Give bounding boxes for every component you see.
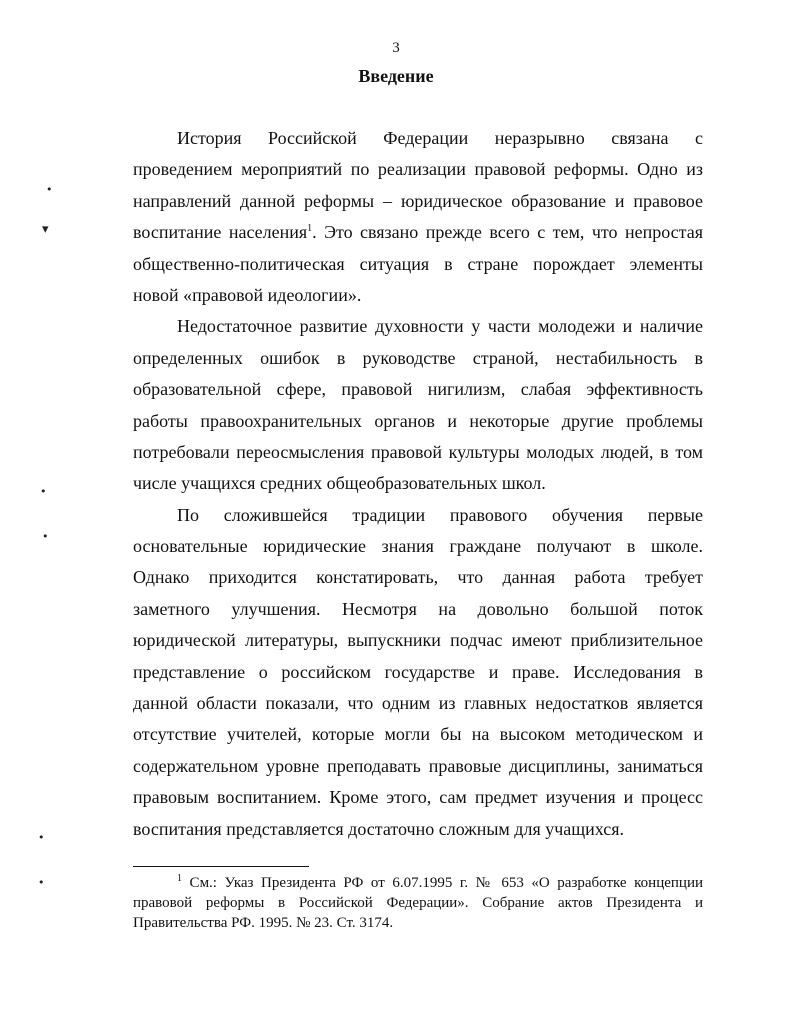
text-line: представление о российском государстве и праве. Исследования в bbox=[133, 661, 703, 682]
text-line: воспитания представляется достаточно сложным для учащихся. bbox=[133, 818, 625, 839]
text-line: История Российской Федерации неразрывно связана с bbox=[177, 128, 703, 148]
text-line: работы правоохранительных органов и некоторые другие проблемы bbox=[133, 410, 703, 431]
text-line: образовательной сфере, правовой нигилизм, слабая эффективность bbox=[133, 379, 703, 400]
text-line: проведением мероприятий по реализации правовой реформы. Одно из bbox=[133, 159, 703, 180]
scan-mark: • bbox=[38, 831, 45, 844]
page-number: 3 bbox=[392, 40, 400, 56]
footnote-line: Правительства РФ. 1995. № 23. Ст. 3174. bbox=[133, 915, 394, 931]
paragraph-3 bbox=[133, 500, 703, 845]
text-line: Недостаточное развитие духовности у части молодежи и наличие bbox=[177, 316, 703, 337]
text-line: юридической литературы, выпускники подчас имеют приблизительное bbox=[133, 630, 703, 651]
text-line: направлений данной реформы – юридическое образование и правовое bbox=[133, 190, 703, 211]
scan-mark: • bbox=[46, 183, 53, 196]
scan-mark: • bbox=[38, 876, 45, 889]
text-line: отсутствие учителей, которые могли бы на высоком методическом и bbox=[133, 724, 703, 745]
body-text bbox=[133, 123, 703, 845]
text-line: общественно-политическая ситуация в стране порождает элементы bbox=[133, 253, 703, 274]
paragraph-1 bbox=[133, 123, 703, 311]
footnote-line: правовой реформы в Российской Федерации». Собрание актов Президента и bbox=[133, 895, 703, 911]
footnote-reference[interactable]: 1 bbox=[307, 223, 313, 235]
text-line: Однако приходится констатировать, что данная работа требует bbox=[133, 567, 703, 588]
text-line: числе учащихся средних общеобразовательных школ. bbox=[133, 473, 546, 494]
scan-mark: • bbox=[42, 530, 49, 543]
text-line: правовым воспитанием. Кроме этого, сам предмет изучения и процесс bbox=[133, 787, 703, 808]
text-line-with-footnote bbox=[133, 217, 703, 248]
text-line: По сложившейся традиции правового обучения первые bbox=[177, 504, 703, 525]
text-line: содержательном уровне преподавать правовые дисциплины, заниматься bbox=[133, 755, 703, 776]
text-line: потребовали переосмысления правовой культуры молодых людей, в том bbox=[133, 441, 703, 462]
scan-mark: ▾ bbox=[42, 222, 49, 237]
paragraph-2 bbox=[133, 311, 703, 499]
text-line: заметного улучшения. Несмотря на довольно большой поток bbox=[133, 598, 703, 619]
footnote-separator bbox=[133, 866, 309, 867]
footnote-line bbox=[133, 873, 703, 893]
text-line: новой «правовой идеологии». bbox=[133, 284, 362, 305]
footnote bbox=[133, 873, 703, 933]
text-fragment: . Это связано прежде всего с тем, что непростая bbox=[312, 222, 703, 243]
footnote-text: См.: Указ Президента РФ от 6.07.1995 г. № 653 «О разработке концепции bbox=[182, 875, 703, 891]
scan-mark: • bbox=[40, 485, 47, 498]
text-line: основательные юридические знания граждане получают в школе. bbox=[133, 536, 703, 557]
text-fragment: воспитание населения bbox=[133, 222, 308, 243]
text-line: определенных ошибок в руководстве страной, нестабильность в bbox=[133, 347, 703, 368]
footnote-number: 1 bbox=[177, 873, 182, 884]
text-line: данной области показали, что одним из главных недостатков является bbox=[133, 693, 703, 714]
section-heading: Введение bbox=[358, 66, 434, 86]
